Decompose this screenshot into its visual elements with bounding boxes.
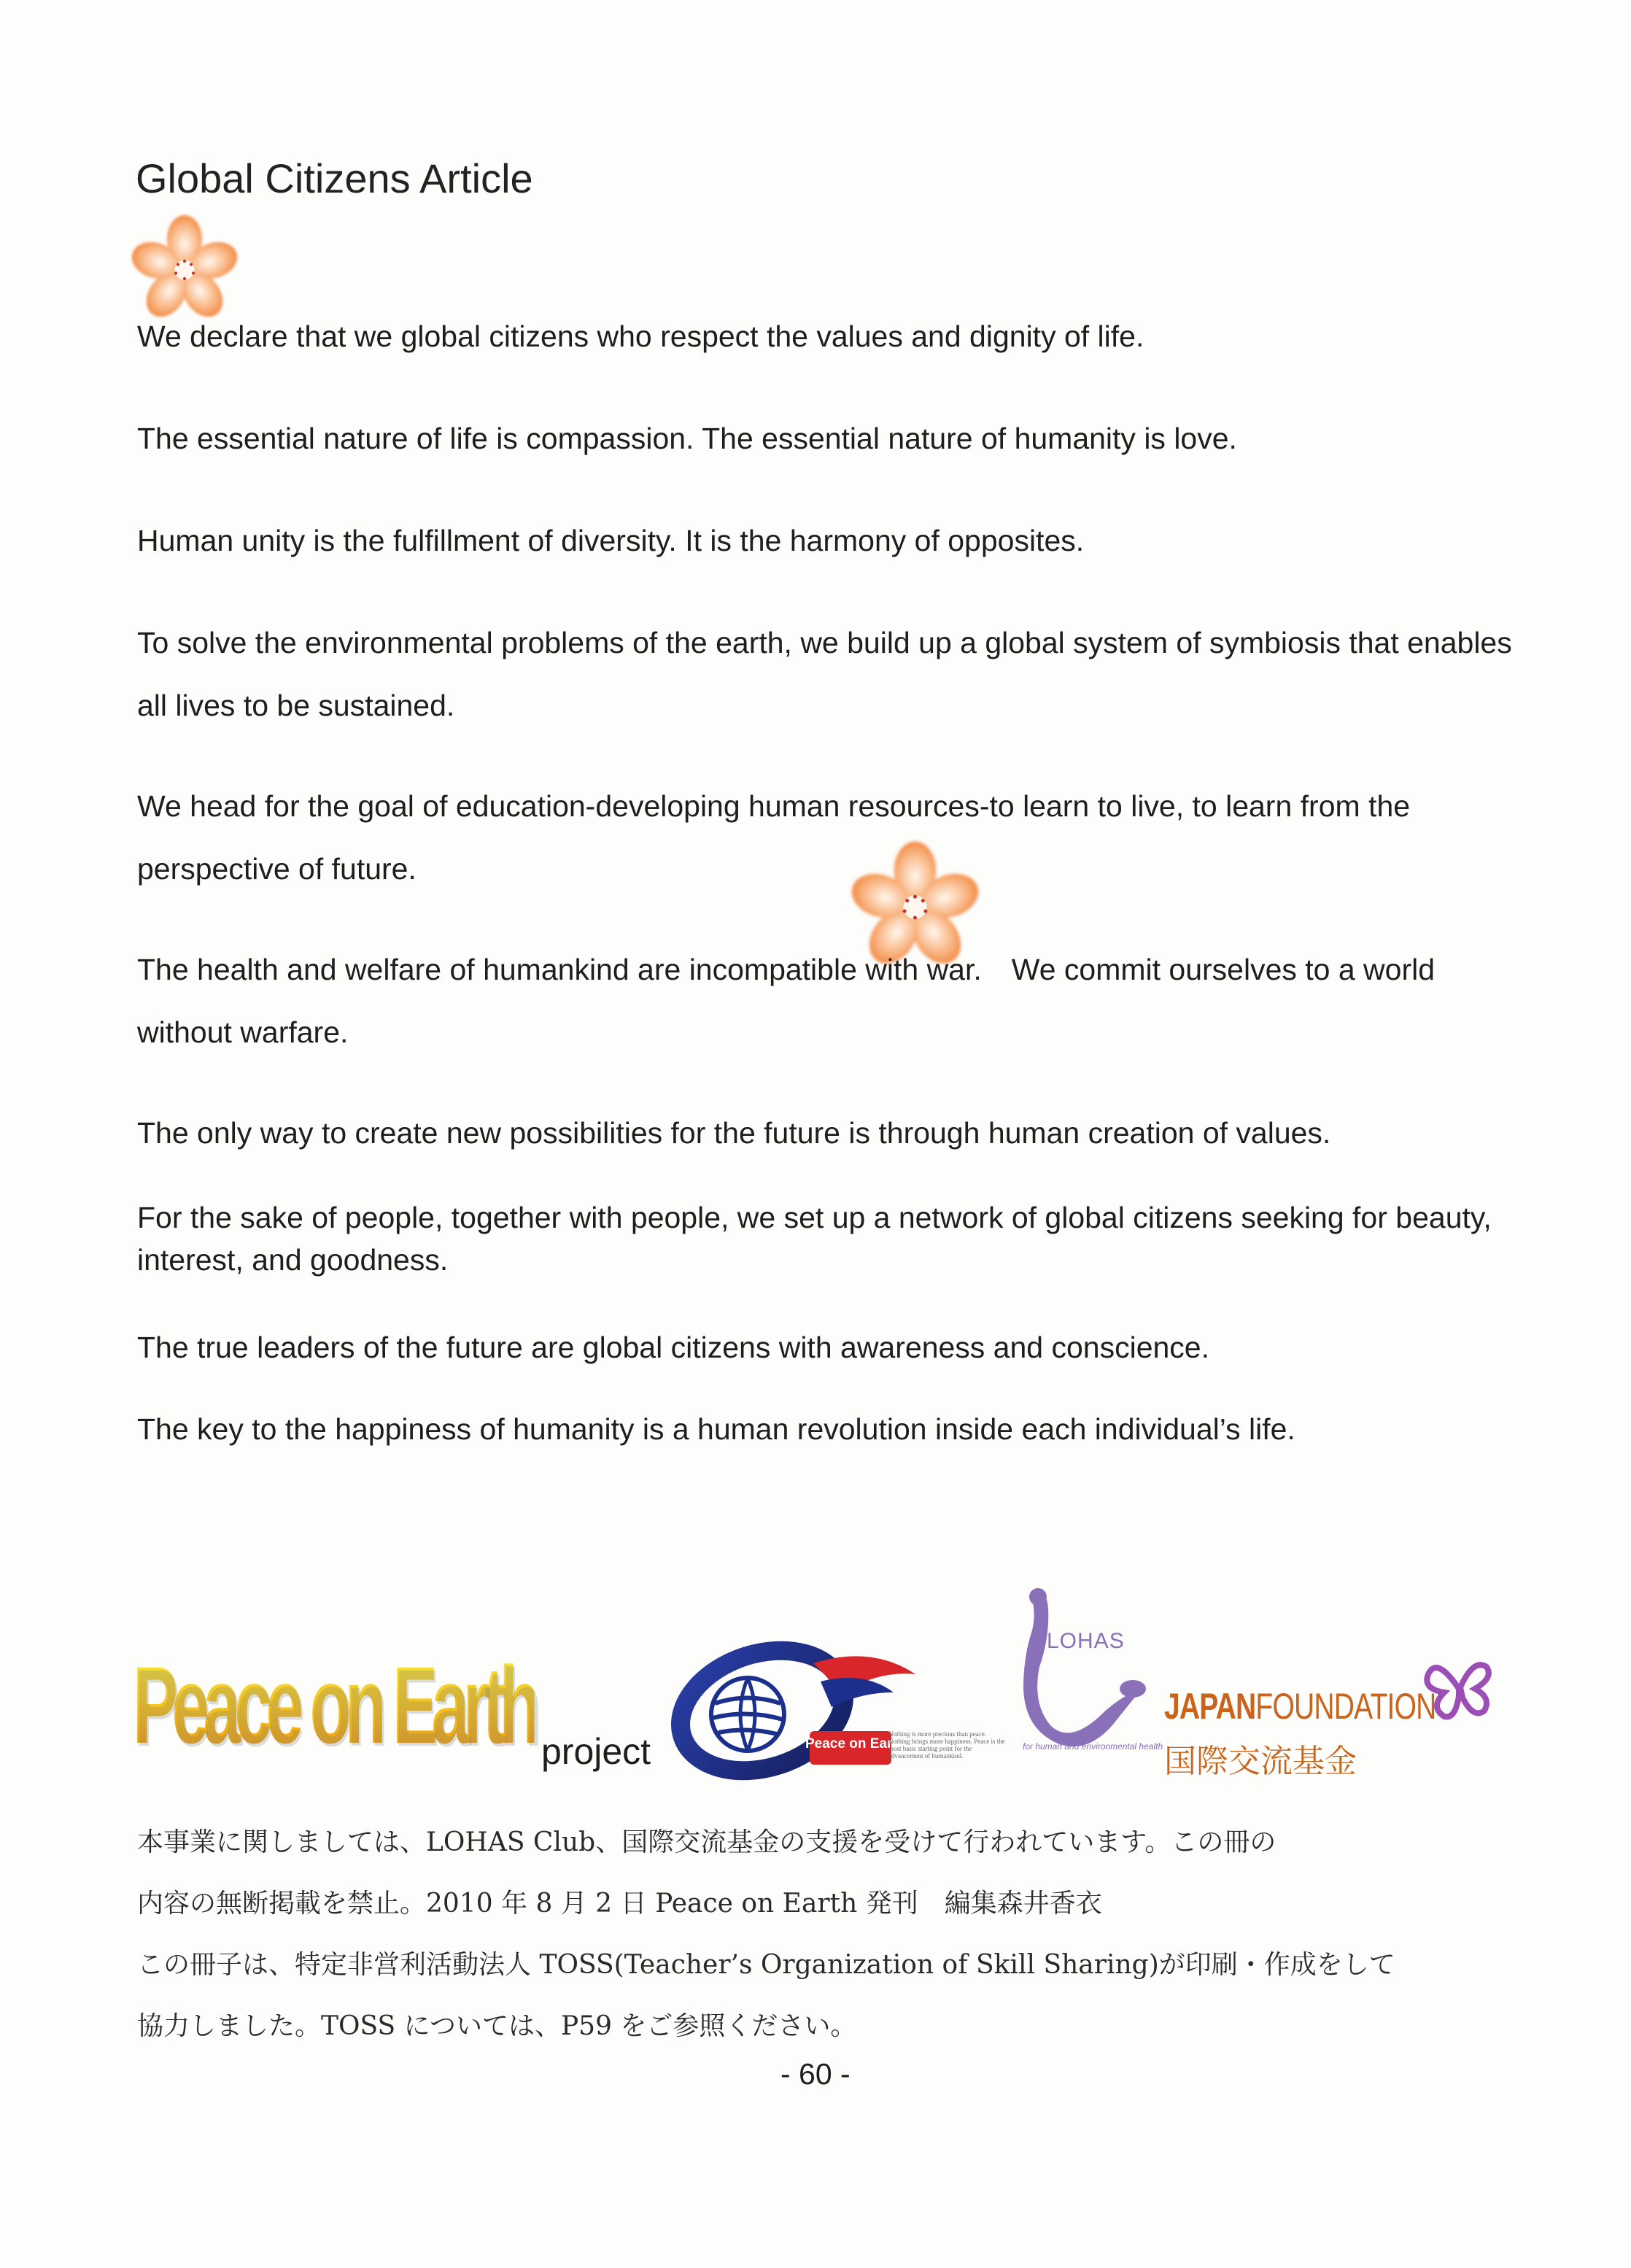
article-paragraph-1: We declare that we global citizens who respect the values and dignity of life.	[137, 320, 1144, 353]
japan-foundation-logo	[1164, 1685, 1436, 1727]
lohas-name: LOHAS	[1047, 1629, 1125, 1653]
article-paragraph-5: We head for the goal of education-developing human resources-to learn to live, to learn from the perspective of future.	[137, 789, 1411, 886]
article-paragraph-6: The health and welfare of humankind are incompatible with war. We commit ourselves to a world without warfare.	[137, 953, 1436, 1049]
article-paragraph-8: For the sake of people, together with people, we set up a network of global citizens seeking for beauty, interest, and goodness.	[137, 1201, 1492, 1277]
article-paragraph-4: To solve the environmental problems of the earth, we build up a global system of symbiosis that enables all lives to be sustained.	[137, 626, 1512, 722]
butterfly-icon	[1422, 1652, 1495, 1722]
japan-foundation-rest: FOUNDATION	[1255, 1686, 1436, 1727]
globe-badge-text: Peace on Earth	[805, 1736, 906, 1752]
globe-small-text: Nothing is more precious than peace. Nothing brings more happiness. Peace is the most basic starting point for the advancement of humankind.	[888, 1730, 1005, 1760]
page-number: - 60 -	[780, 2057, 851, 2091]
article-title: Global Citizens Article	[136, 155, 533, 201]
project-label: project	[541, 1731, 651, 1772]
lohas-tagline: for human and environmental health	[1023, 1741, 1163, 1752]
footer-line-3: この冊子は、特定非営利活動法人 TOSS(Teacher’s Organization of Skill Sharing)が印刷・作成をして	[137, 1950, 1395, 1980]
article-paragraph-10: The key to the happiness of humanity is a human revolution inside each individual’s life.	[137, 1412, 1295, 1446]
peace-on-earth-logo: Peace on Earth	[133, 1644, 535, 1766]
footer-line-4: 協力しました。TOSS については、P59 をご参照ください。	[137, 2011, 857, 2041]
footer-line-1: 本事業に関しましては、LOHAS Club、国際交流基金の支援を受けて行われています。この冊の	[137, 1827, 1276, 1857]
japan-foundation-japanese: 国際交流基金	[1164, 1743, 1357, 1779]
japan-foundation-bold: JAPAN	[1164, 1686, 1256, 1727]
article-paragraph-9: The true leaders of the future are global citizens with awareness and conscience.	[137, 1331, 1209, 1364]
article-paragraph-7: The only way to create new possibilities for the future is through human creation of values.	[137, 1116, 1331, 1150]
footer-line-2: 内容の無断掲載を禁止。2010 年 8 月 2 日 Peace on Earth 発刊 編集森井香衣	[137, 1889, 1102, 1919]
article-paragraph-2: The essential nature of life is compassion. The essential nature of humanity is love.	[137, 422, 1237, 455]
article-paragraph-3: Human unity is the fulfillment of diversity. It is the harmony of opposites.	[137, 524, 1085, 557]
